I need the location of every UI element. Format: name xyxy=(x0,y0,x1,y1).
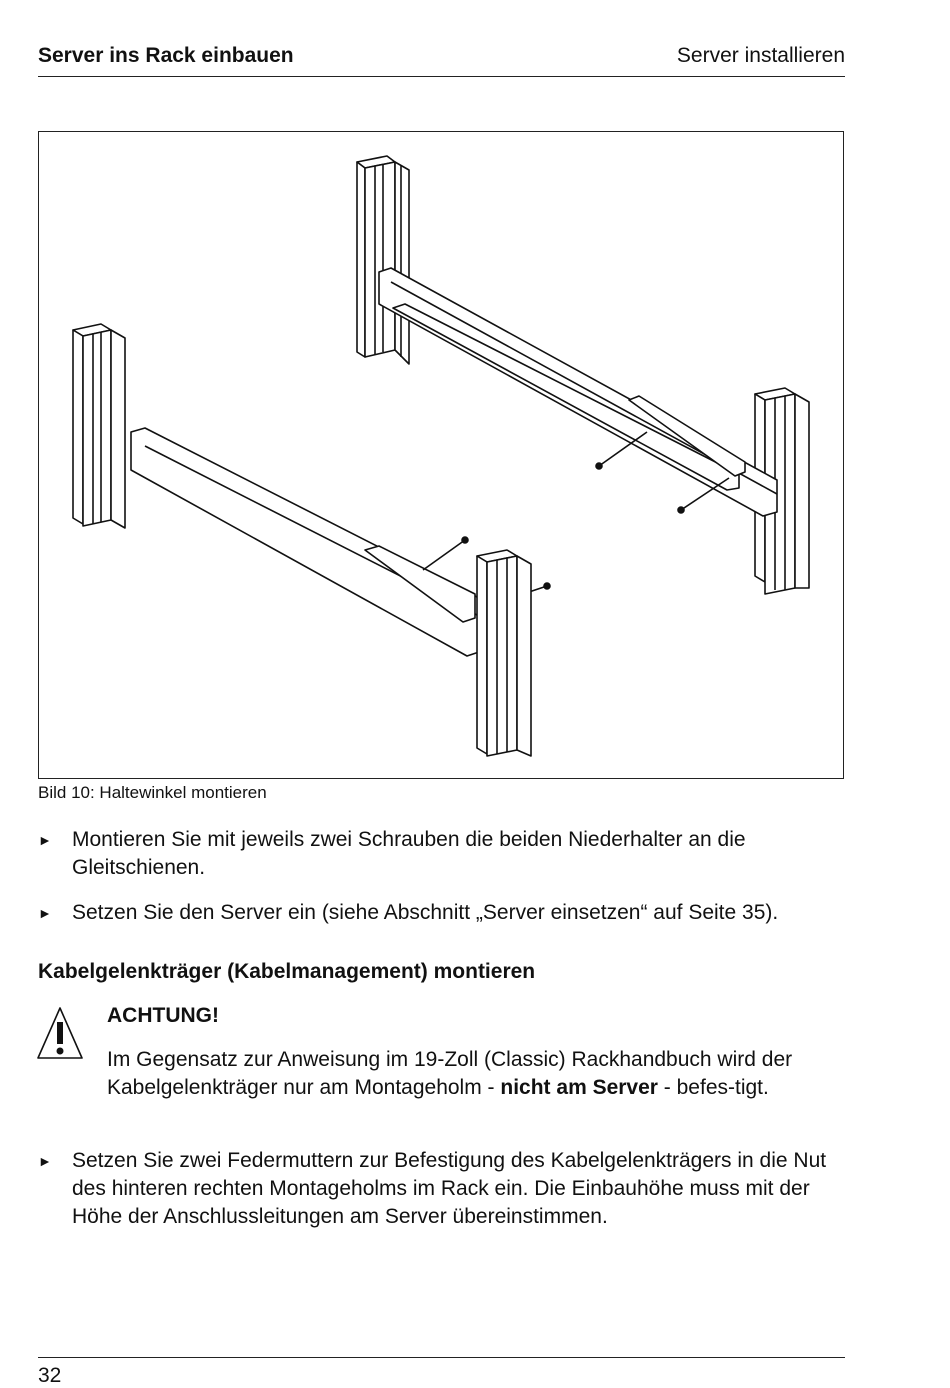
bullet-arrow-icon: ► xyxy=(38,905,52,921)
warning-text-end: - befes-tigt. xyxy=(657,1076,769,1099)
warning-text xyxy=(107,1046,852,1102)
warning-triangle-icon xyxy=(36,1006,84,1065)
front-left-upright xyxy=(73,324,125,528)
figure-caption: Bild 10: Haltewinkel montieren xyxy=(38,783,267,802)
list-item-text: Montieren Sie mit jeweils zwei Schrauben die beiden Niederhalter an die Gleitschienen. xyxy=(72,828,746,879)
list-item xyxy=(38,899,850,927)
figure-frame xyxy=(38,131,844,779)
warning-title: ACHTUNG! xyxy=(107,1004,219,1027)
running-header-section: Server ins Rack einbauen xyxy=(38,44,294,67)
front-right-upright xyxy=(477,550,531,756)
bullet-arrow-icon: ► xyxy=(38,832,52,848)
section-heading: Kabelgelenkträger (Kabelmanagement) montieren xyxy=(38,960,536,983)
rack-mounting-illustration xyxy=(39,132,845,780)
list-item xyxy=(38,826,850,882)
warning-text-start: Im Gegensatz zur Anweisung im 19-Zoll (Classic) Rackhandbuch wird der Kabelgelenkträger nur am Montageholm - xyxy=(107,1048,793,1099)
list-item-text: Setzen Sie den Server ein (siehe Abschnitt „Server einsetzen“ auf Seite 35). xyxy=(72,901,779,924)
warning-text-emphasis: nicht am Server xyxy=(500,1076,658,1099)
bullet-arrow-icon: ► xyxy=(38,1153,52,1169)
page-number: 32 xyxy=(38,1364,62,1387)
header-rule xyxy=(38,76,845,77)
list-item-text: Setzen Sie zwei Federmuttern zur Befestigung des Kabelgelenkträgers in die Nut des hinteren rechten Montageholms im Rack ein. Die Einbauhöhe muss mit der Höhe der Anschlussleitungen am Server übereinstimmen. xyxy=(72,1149,827,1228)
footer-rule xyxy=(38,1357,845,1358)
rear-slide-rail xyxy=(379,268,777,516)
running-header-chapter: Server installieren xyxy=(676,44,845,67)
rear-left-upright xyxy=(357,156,409,364)
list-item xyxy=(38,1147,850,1231)
